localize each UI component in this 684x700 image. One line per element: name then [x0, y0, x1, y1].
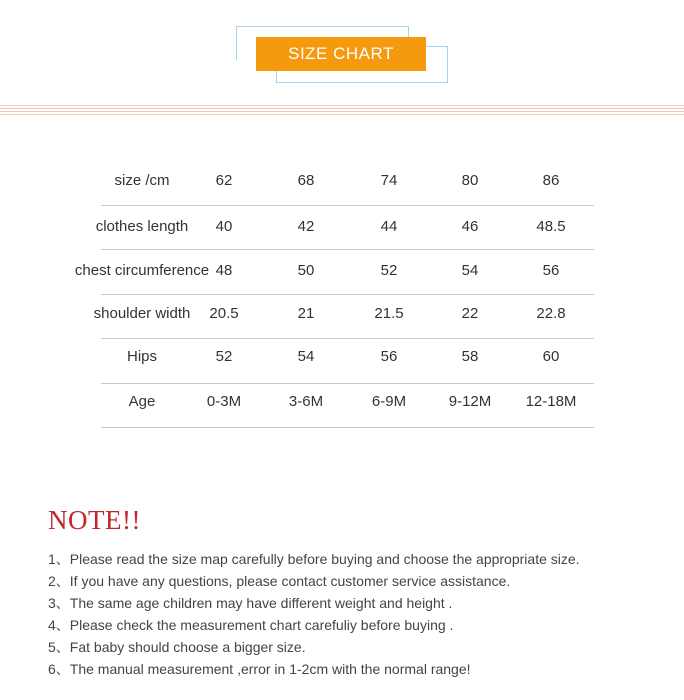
divider-stripe [0, 111, 684, 112]
row-divider [101, 294, 594, 295]
table-cell: 68 [297, 172, 315, 189]
table-cell: 48 [215, 262, 233, 279]
table-cell: 54 [297, 348, 315, 365]
table-row [0, 212, 684, 242]
divider-stripe [0, 105, 684, 106]
table-cell: 56 [380, 348, 398, 365]
page-title: SIZE CHART [256, 37, 426, 71]
table-cell: 74 [380, 172, 398, 189]
table-cell: 22.8 [536, 305, 566, 322]
table-row [0, 387, 684, 417]
table-cell: 42 [297, 218, 315, 235]
table-cell: 86 [542, 172, 560, 189]
table-cell: 52 [380, 262, 398, 279]
row-label: Age [128, 393, 156, 410]
table-row [0, 256, 684, 286]
row-label: clothes length [95, 218, 189, 235]
table-cell: 48.5 [536, 218, 566, 235]
table-cell: 46 [461, 218, 479, 235]
table-cell: 56 [542, 262, 560, 279]
table-cell: 9-12M [448, 393, 492, 410]
note-item: 6、The manual measurement ,error in 1-2cm with the normal range! [48, 661, 471, 677]
table-cell: 40 [215, 218, 233, 235]
table-cell: 52 [215, 348, 233, 365]
table-row [0, 342, 684, 372]
table-cell: 0-3M [206, 393, 242, 410]
row-label: Hips [126, 348, 158, 365]
table-cell: 80 [461, 172, 479, 189]
row-label: size /cm [114, 172, 170, 189]
row-divider [101, 338, 594, 339]
note-item: 1、Please read the size map carefully before buying and choose the appropriate size. [48, 551, 580, 567]
table-cell: 6-9M [371, 393, 407, 410]
table-cell: 62 [215, 172, 233, 189]
row-divider [101, 383, 594, 384]
table-cell: 60 [542, 348, 560, 365]
table-cell: 54 [461, 262, 479, 279]
note-item: 2、If you have any questions, please contact customer service assistance. [48, 573, 511, 589]
note-title: NOTE!! [48, 505, 141, 535]
row-label: chest circumference [74, 262, 210, 279]
table-cell: 12-18M [525, 393, 577, 410]
table-cell: 3-6M [288, 393, 324, 410]
table-row [0, 166, 684, 196]
table-cell: 21.5 [374, 305, 404, 322]
divider-stripe [0, 108, 684, 109]
table-cell: 22 [461, 305, 479, 322]
note-item: 4、Please check the measurement chart carefuliy before buying . [48, 617, 454, 633]
table-cell: 21 [297, 305, 315, 322]
header [0, 0, 684, 90]
row-divider [101, 427, 594, 428]
row-divider [101, 205, 594, 206]
table-cell: 58 [461, 348, 479, 365]
table-cell: 50 [297, 262, 315, 279]
row-divider [101, 249, 594, 250]
table-cell: 44 [380, 218, 398, 235]
row-label: shoulder width [93, 305, 191, 322]
table-cell: 20.5 [209, 305, 239, 322]
divider-stripe [0, 114, 684, 115]
note-item: 3、The same age children may have different weight and height . [48, 595, 453, 611]
table-row [0, 299, 684, 329]
note-item: 5、Fat baby should choose a bigger size. [48, 639, 306, 655]
